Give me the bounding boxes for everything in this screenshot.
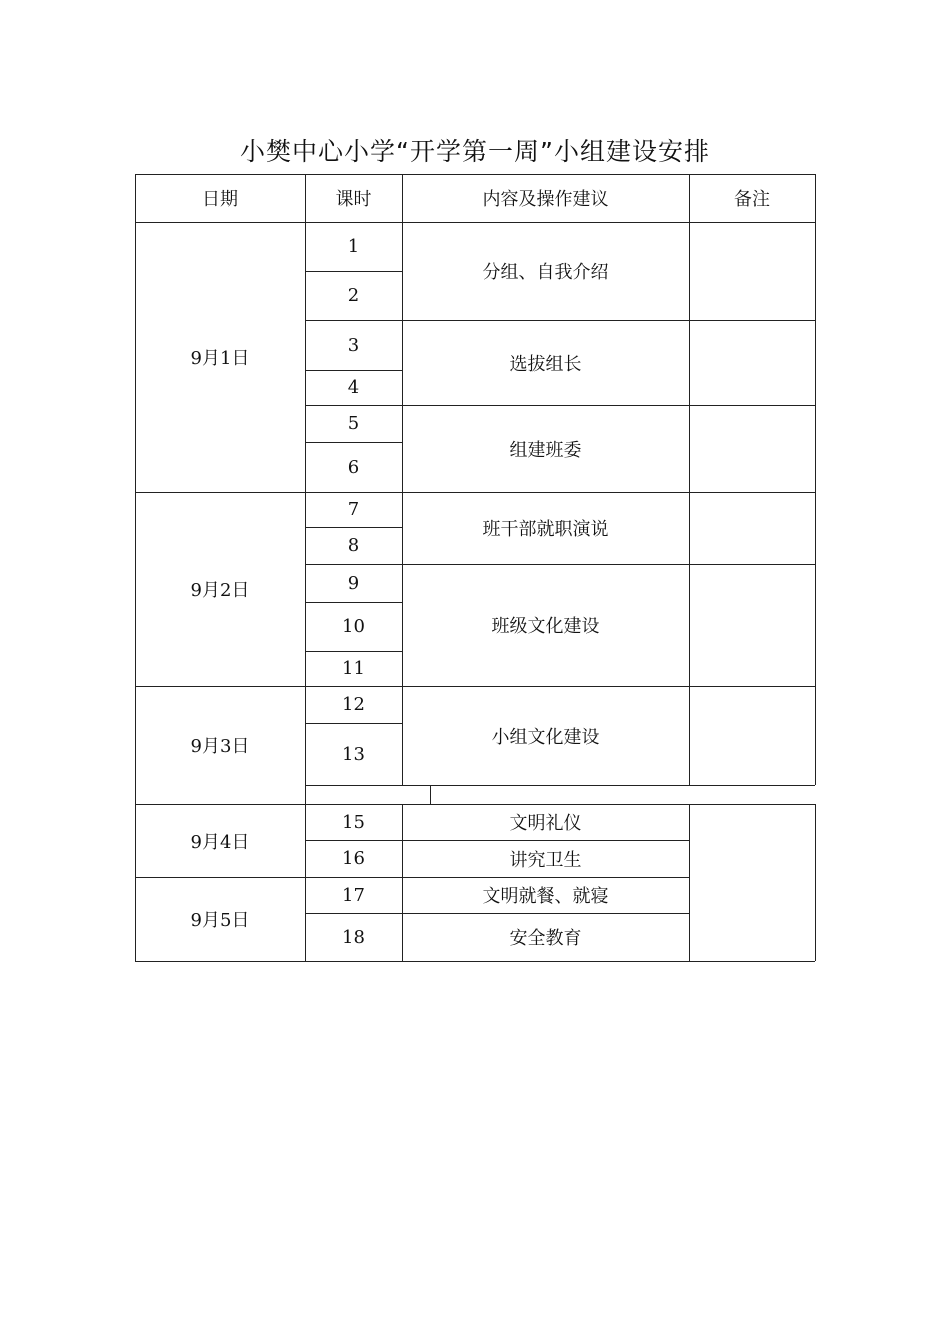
period-cell: 10 — [342, 616, 365, 637]
period-cell: 1 — [347, 236, 360, 257]
content-cell: 文明礼仪 — [509, 813, 582, 834]
period-cell: 15 — [342, 811, 365, 833]
content-cell: 安全教育 — [509, 928, 582, 949]
date-cell: 9月1日 — [190, 348, 250, 369]
period-cell: 13 — [342, 743, 365, 765]
document-title: 小樊中心小学“开学第一周”小组建设安排 — [240, 137, 710, 166]
content-cell: 讲究卫生 — [509, 849, 582, 871]
date-cell: 9月2日 — [190, 580, 250, 601]
content-cell: 文明就餐、就寝 — [482, 886, 609, 907]
period-cell: 11 — [342, 658, 365, 679]
content-cell: 组建班委 — [509, 439, 582, 461]
header-content: 内容及操作建议 — [482, 189, 609, 210]
table-rule — [689, 804, 690, 961]
content-cell: 分组、自我介绍 — [482, 262, 609, 283]
table-rule — [430, 785, 431, 804]
table-rule — [135, 961, 815, 962]
date-cell: 9月3日 — [190, 736, 250, 757]
period-cell: 5 — [347, 413, 360, 434]
table-rule — [689, 174, 690, 785]
date-cell: 9月5日 — [190, 910, 250, 931]
period-cell: 8 — [347, 535, 360, 556]
header-period: 课时 — [335, 189, 372, 210]
period-cell: 17 — [342, 884, 365, 906]
period-cell: 3 — [347, 334, 360, 356]
period-cell: 7 — [347, 499, 360, 520]
header-remarks: 备注 — [734, 189, 770, 210]
content-cell: 小组文化建设 — [491, 726, 600, 748]
header-date: 日期 — [202, 189, 238, 210]
date-cell: 9月4日 — [190, 831, 250, 853]
period-cell: 4 — [347, 377, 360, 398]
content-cell: 选拔组长 — [509, 353, 582, 375]
table-rule — [815, 174, 816, 785]
period-cell: 9 — [347, 572, 360, 594]
period-cell: 18 — [342, 926, 365, 948]
period-cell: 6 — [347, 456, 360, 478]
table-rule — [305, 785, 815, 786]
content-cell: 班级文化建设 — [491, 616, 600, 637]
table-rule — [815, 804, 816, 961]
period-cell: 2 — [347, 285, 360, 306]
content-cell: 班干部就职演说 — [482, 519, 609, 540]
period-cell: 12 — [342, 694, 365, 715]
period-cell: 16 — [342, 848, 365, 869]
